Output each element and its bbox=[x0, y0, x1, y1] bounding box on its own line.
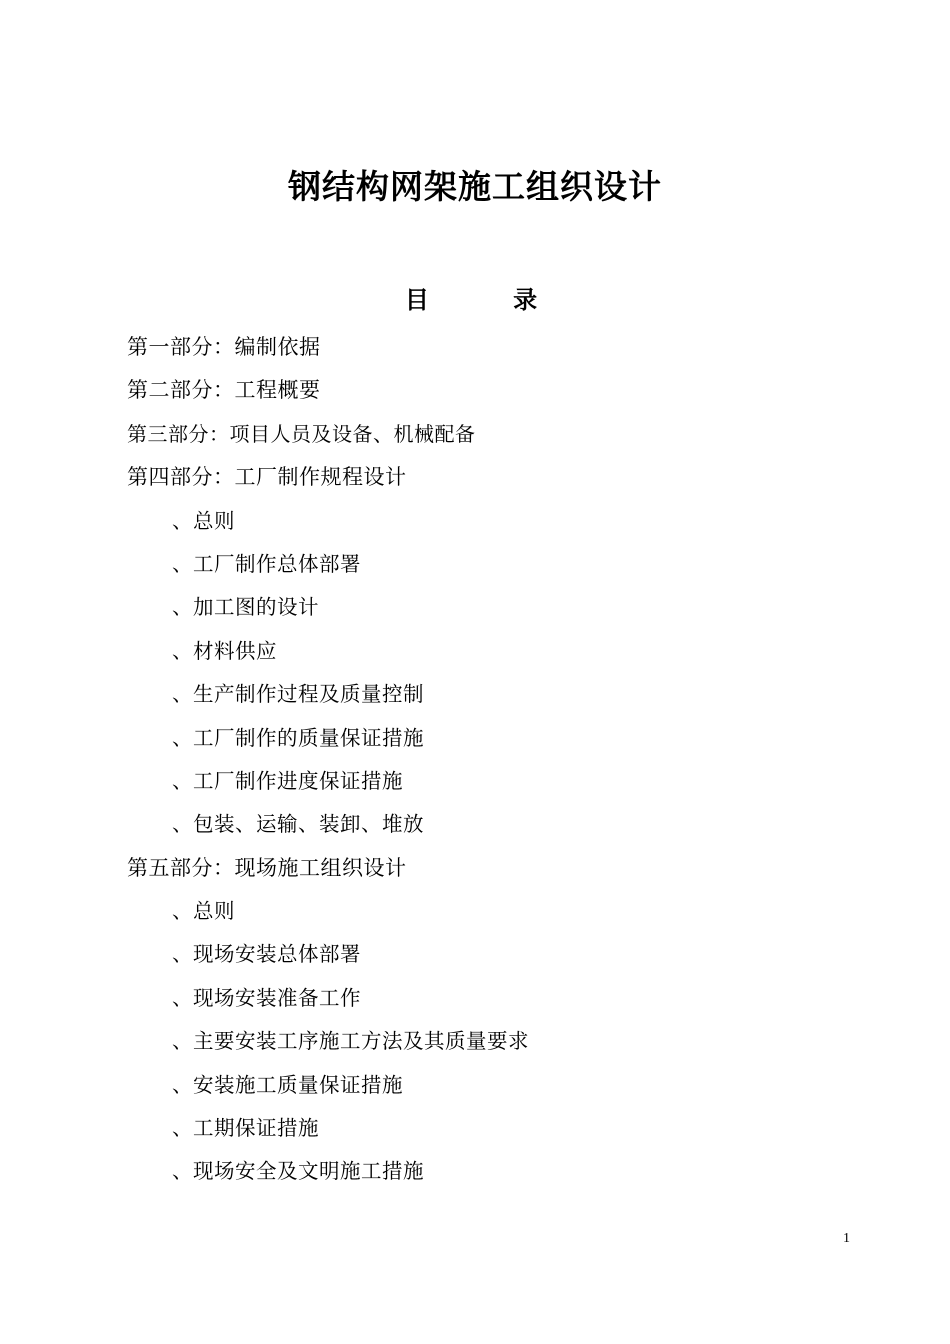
toc-item: 、工厂制作的质量保证措施 bbox=[172, 725, 424, 750]
toc-item: 、现场安装总体部署 bbox=[172, 942, 361, 967]
toc-item: 、总则 bbox=[172, 508, 235, 533]
toc-item: 、安装施工质量保证措施 bbox=[172, 1072, 403, 1097]
toc-item: 、工期保证措施 bbox=[172, 1116, 319, 1141]
toc-part-5: 第五部分：现场施工组织设计 bbox=[127, 855, 407, 880]
toc-item: 、总则 bbox=[172, 899, 235, 924]
toc-item: 、加工图的设计 bbox=[172, 595, 319, 620]
toc-part-2: 第二部分：工程概要 bbox=[127, 378, 321, 403]
toc-item: 、工厂制作进度保证措施 bbox=[172, 768, 403, 793]
toc-heading: 目 录 bbox=[404, 286, 576, 314]
toc-item: 、材料供应 bbox=[172, 638, 277, 663]
toc-item: 、工厂制作总体部署 bbox=[172, 551, 361, 576]
toc-part-1: 第一部分：编制依据 bbox=[127, 335, 321, 359]
toc-item: 、主要安装工序施工方法及其质量要求 bbox=[172, 1029, 529, 1054]
table-of-contents bbox=[127, 326, 887, 1194]
document-title: 钢结构网架施工组织设计 bbox=[288, 167, 662, 206]
toc-item: 、现场安装准备工作 bbox=[172, 985, 361, 1010]
toc-part-3: 第三部分：项目人员及设备、机械配备 bbox=[127, 421, 476, 446]
toc-item: 、包装、运输、装卸、堆放 bbox=[172, 812, 424, 837]
page-number: 1 bbox=[843, 1231, 850, 1246]
toc-part-4: 第四部分：工厂制作规程设计 bbox=[127, 465, 407, 490]
toc-item: 、生产制作过程及质量控制 bbox=[172, 682, 424, 707]
toc-item: 、现场安全及文明施工措施 bbox=[172, 1159, 424, 1184]
